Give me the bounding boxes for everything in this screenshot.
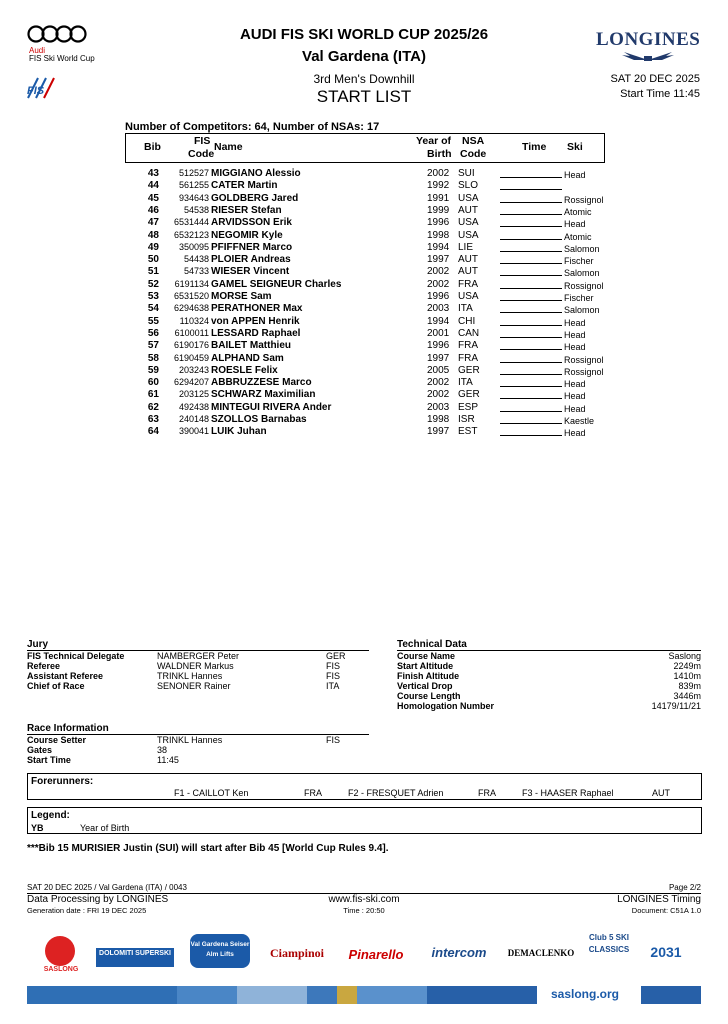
ski-brand: Atomic	[564, 231, 592, 242]
jury-name: TRINKL Hannes	[157, 671, 223, 681]
tech-label: Course Length	[397, 691, 461, 701]
athlete-name: CATER Martin	[211, 180, 278, 192]
col-fis-2: Code	[188, 148, 215, 160]
time-blank	[500, 168, 562, 178]
competitor-row	[125, 340, 603, 352]
jury-role: Assistant Referee	[27, 671, 104, 681]
sponsor-pinarello: Pinarello	[348, 947, 404, 962]
venue-title: Val Gardena (ITA)	[302, 48, 426, 65]
tech-label: Course Name	[397, 651, 456, 661]
nsa-code: SUI	[458, 168, 475, 179]
ski-brand: Rossignol	[564, 366, 604, 377]
bib-number: 60	[147, 377, 159, 389]
time-blank	[500, 180, 562, 190]
athlete-name: ROESLE Felix	[211, 364, 278, 376]
fis-code: 6531444	[173, 217, 209, 228]
col-ski: Ski	[567, 141, 583, 153]
fis-code: 6532123	[173, 229, 209, 240]
birth-year: 1994	[427, 315, 450, 327]
saslong-emblem-icon	[45, 936, 75, 966]
tech-label: Homologation Number	[397, 701, 494, 711]
tech-value: Saslong	[668, 651, 701, 661]
bib-number: 49	[147, 241, 159, 253]
birth-year: 2002	[427, 168, 450, 179]
athlete-name: LUIK Juhan	[211, 426, 267, 438]
time-blank	[500, 266, 562, 276]
birth-year: 1997	[427, 426, 450, 438]
bib-number: 52	[147, 278, 159, 290]
footer-generation: Generation date : FRI 19 DEC 2025	[27, 906, 147, 915]
jury-title: Jury	[27, 639, 49, 650]
time-blank	[500, 328, 562, 338]
event-start-time: Start Time 11:45	[620, 88, 700, 100]
athlete-name: PERATHONER Max	[211, 303, 303, 315]
bib-number: 61	[147, 389, 159, 401]
competitor-row	[125, 377, 603, 389]
athlete-name: GAMEL SEIGNEUR Charles	[211, 278, 342, 290]
footer-time: Time : 20:50	[343, 906, 385, 915]
time-blank	[500, 389, 562, 399]
time-blank	[500, 193, 562, 203]
sponsor-2031-championships: 2031	[650, 944, 682, 960]
ski-brand: Head	[564, 342, 586, 353]
race-info-value: 38	[157, 745, 168, 755]
competitor-row	[125, 180, 603, 192]
ski-brand: Head	[564, 403, 586, 414]
athlete-name: ALPHAND Sam	[211, 352, 284, 364]
birth-year: 2001	[427, 327, 450, 339]
time-blank	[500, 353, 562, 363]
col-name: Name	[214, 141, 243, 153]
birth-year: 2005	[427, 364, 450, 376]
jury-name: WALDNER Markus	[157, 661, 234, 671]
birth-year: 2003	[427, 303, 450, 315]
birth-year: 1997	[427, 254, 450, 266]
athlete-name: SCHWARZ Maximilian	[211, 389, 316, 401]
time-blank	[500, 242, 562, 252]
competitor-row	[125, 365, 603, 377]
bib-number: 54	[147, 303, 159, 315]
footer-website[interactable]: www.fis-ski.com	[328, 894, 400, 905]
nsa-code: GER	[458, 364, 480, 376]
competitor-row	[125, 230, 603, 242]
birth-year: 1999	[427, 204, 450, 216]
race-info-label: Course Setter	[27, 735, 87, 745]
ski-brand: Salomon	[564, 243, 600, 254]
time-blank	[500, 316, 562, 326]
birth-year: 2002	[427, 266, 450, 278]
ski-brand: Head	[564, 219, 586, 230]
footer-processing: Data Processing by LONGINES	[27, 894, 169, 905]
time-blank	[500, 414, 562, 424]
birth-year: 1996	[427, 340, 450, 352]
fis-code: 6191134	[174, 278, 209, 289]
nsa-code: SLO	[458, 180, 479, 192]
bib-number: 45	[147, 192, 159, 204]
bib-number: 55	[147, 315, 159, 327]
jury-nsa: ITA	[326, 681, 340, 691]
competitor-row	[125, 291, 603, 303]
event-date: SAT 20 DEC 2025	[610, 73, 700, 85]
competitor-row	[125, 303, 603, 315]
jury-nsa: FIS	[326, 671, 341, 681]
fis-code: 350095	[178, 241, 209, 252]
tech-label: Start Altitude	[397, 661, 454, 671]
birth-year: 1996	[427, 217, 450, 229]
race-info-label: Gates	[27, 745, 53, 755]
fis-code: 6190176	[173, 340, 209, 351]
birth-year: 1996	[427, 291, 450, 302]
col-nsa-2: Code	[460, 148, 487, 160]
nsa-code: EST	[458, 426, 478, 438]
athlete-name: RIESER Stefan	[211, 204, 282, 216]
event-series-title: AUDI FIS SKI WORLD CUP 2025/26	[239, 26, 489, 43]
ski-brand: Kaestle	[564, 416, 595, 426]
legend-desc: Year of Birth	[80, 823, 130, 833]
fis-code: 6294638	[173, 303, 209, 314]
race-info-value: 11:45	[157, 755, 179, 765]
bib-number: 44	[147, 180, 159, 192]
bib-number: 59	[147, 364, 159, 376]
forerunner-2-nsa: FRA	[478, 788, 496, 798]
competitor-row	[125, 254, 603, 266]
fis-code: 203125	[178, 389, 209, 400]
ski-brand: Atomic	[564, 206, 592, 217]
bib-number: 48	[147, 229, 159, 241]
birth-year: 1997	[427, 352, 450, 364]
ski-brand: Head	[564, 379, 586, 390]
longines-logo: LONGINES	[596, 29, 701, 50]
forerunner-2-name: F2 - FRESQUET Adrien	[348, 788, 444, 798]
nsa-code: CAN	[458, 327, 480, 339]
nsa-code: GER	[458, 389, 480, 401]
fis-code: 6100011	[174, 327, 209, 338]
fis-code: 6531520	[173, 291, 209, 301]
competitor-row	[125, 426, 603, 438]
fis-code: 6190459	[173, 352, 209, 363]
nsa-code: ITA	[458, 303, 473, 315]
bib-number: 53	[147, 291, 159, 302]
ski-brand: Head	[564, 391, 586, 402]
fis-code: 390041	[178, 426, 209, 437]
bib-number: 43	[147, 168, 159, 179]
nsa-code: USA	[458, 229, 479, 241]
time-blank	[500, 365, 562, 375]
document-type: START LIST	[316, 87, 412, 106]
bib-number: 50	[147, 254, 159, 266]
legend-box	[27, 807, 702, 834]
col-nsa-1: NSA	[462, 135, 485, 147]
technical-title: Technical Data	[397, 639, 467, 650]
footer-page: Page 2/2	[668, 883, 701, 892]
race-info-label: Start Time	[27, 755, 71, 765]
competitor-row	[125, 316, 603, 328]
time-blank	[500, 279, 562, 289]
col-year-2: Birth	[427, 148, 452, 160]
ski-brand: Head	[564, 170, 586, 180]
bib-number: 51	[147, 266, 159, 278]
athlete-name: PLOIER Andreas	[211, 254, 291, 266]
competitor-row	[125, 402, 603, 414]
saslong-website[interactable]: saslong.org	[551, 987, 620, 1001]
sponsor-saslong: SASLONG	[43, 966, 79, 973]
fis-code: 6294207	[173, 377, 209, 388]
ski-brand: Head	[564, 329, 586, 340]
ski-brand: Rossignol	[564, 354, 604, 365]
start-order-note: ***Bib 15 MURISIER Justin (SUI) will start after Bib 45 [World Cup Rules 9.4].	[27, 843, 389, 854]
birth-year: 1991	[427, 192, 450, 204]
competitor-row	[125, 242, 603, 254]
competitor-row	[125, 266, 603, 278]
athlete-name: SZOLLOS Barnabas	[211, 414, 307, 425]
bib-number: 46	[147, 204, 159, 216]
nsa-code: AUT	[458, 204, 478, 216]
jury-nsa: FIS	[326, 661, 341, 671]
fis-code: 110324	[179, 315, 209, 326]
race-info-nsa: FIS	[326, 735, 341, 745]
ski-brand: Salomon	[564, 268, 600, 279]
athlete-name: NEGOMIR Kyle	[211, 229, 283, 241]
legend-abbr: YB	[31, 823, 44, 833]
audi-sub-label: Audi	[29, 46, 46, 55]
birth-year: 2002	[427, 389, 450, 401]
forerunners-title: Forerunners:	[31, 776, 94, 787]
competitor-row	[125, 168, 603, 180]
athlete-name: PFIFFNER Marco	[211, 241, 293, 253]
forerunner-3-name: F3 - HAASER Raphael	[522, 788, 614, 798]
sponsor-dolomiti: DOLOMITI SUPERSKI	[96, 948, 174, 967]
fis-code: 54438	[183, 254, 209, 265]
forerunner-3-nsa: AUT	[652, 788, 670, 798]
nsa-code: ITA	[458, 377, 473, 389]
ski-brand: Rossignol	[564, 280, 604, 291]
time-blank	[500, 303, 562, 313]
athlete-name: BAILET Matthieu	[211, 340, 291, 352]
sponsor-val-gardena-lifts: Val Gardena Seiser Alm Lifts	[190, 934, 250, 968]
sponsor-ciampinoi: Ciampinoi	[269, 946, 324, 960]
birth-year: 1998	[427, 229, 450, 241]
time-blank	[500, 291, 562, 301]
fis-code: 512527	[178, 168, 209, 178]
time-blank	[500, 230, 562, 240]
time-blank	[500, 254, 562, 264]
time-blank	[500, 340, 562, 350]
fis-code: 203243	[178, 364, 209, 375]
forerunner-1-nsa: FRA	[304, 788, 322, 798]
nsa-code: FRA	[458, 278, 478, 290]
svg-text:FIS: FIS	[27, 85, 45, 97]
bib-number: 47	[147, 217, 159, 229]
jury-role: FIS Technical Delegate	[27, 651, 125, 661]
jury-name: NAMBERGER Peter	[157, 651, 240, 661]
nsa-code: ESP	[458, 401, 479, 413]
athlete-name: MINTEGUI RIVERA Ander	[211, 401, 332, 413]
legend-title: Legend:	[31, 810, 70, 821]
tech-value: 14179/11/21	[651, 701, 701, 711]
fis-code: 240148	[178, 414, 209, 424]
nsa-code: CHI	[458, 315, 476, 327]
time-blank	[500, 426, 562, 436]
athlete-name: ARVIDSSON Erik	[211, 217, 292, 229]
nsa-code: FRA	[458, 340, 478, 352]
start-list-header	[125, 133, 605, 163]
fis-code: 561255	[178, 180, 209, 191]
sponsor-demaclenko: DEMACLENKO	[507, 948, 575, 958]
birth-year: 1992	[427, 180, 450, 192]
birth-year: 2002	[427, 377, 450, 389]
tech-label: Finish Altitude	[397, 671, 460, 681]
competitor-row	[125, 328, 603, 340]
fis-logo	[24, 72, 58, 102]
jury-nsa: GER	[326, 651, 346, 661]
birth-year: 2002	[427, 278, 450, 290]
competitor-row	[125, 389, 603, 401]
col-time: Time	[522, 141, 547, 153]
athlete-name: LESSARD Raphael	[211, 327, 301, 339]
jury-role: Chief of Race	[27, 681, 85, 691]
bib-number: 62	[147, 401, 159, 413]
race-info-value: TRINKL Hannes	[157, 735, 223, 745]
birth-year: 1994	[427, 241, 450, 253]
fis-code: 934643	[178, 192, 209, 203]
tech-value: 3446m	[673, 691, 701, 701]
tech-value: 2249m	[673, 661, 701, 671]
athlete-name: GOLDBERG Jared	[211, 192, 299, 204]
athlete-name: von APPEN Henrik	[211, 315, 300, 327]
competitor-row	[125, 353, 603, 365]
birth-year: 2003	[427, 401, 450, 413]
jury-name: SENONER Rainer	[157, 681, 231, 691]
col-bib: Bib	[144, 141, 161, 153]
ski-brand: Head	[564, 428, 586, 439]
ski-brand: Fischer	[564, 256, 594, 267]
ski-brand: Rossignol	[564, 194, 604, 205]
ski-brand: Salomon	[564, 305, 600, 316]
nsa-code: FRA	[458, 352, 478, 364]
time-blank	[500, 402, 562, 412]
footer-document: Document: C51A 1.0	[631, 906, 701, 915]
athlete-name: WIESER Vincent	[211, 266, 290, 278]
competitor-row	[125, 205, 603, 217]
fis-code: 492438	[178, 401, 209, 412]
col-year-1: Year of	[416, 135, 452, 147]
fis-code: 54538	[183, 204, 209, 215]
fis-code: 54733	[183, 266, 209, 277]
nsa-code: ISR	[458, 414, 475, 425]
tech-value: 1410m	[673, 671, 701, 681]
time-blank	[500, 217, 562, 227]
bib-number: 57	[147, 340, 159, 352]
athlete-name: MORSE Sam	[211, 291, 272, 302]
bib-number: 56	[147, 327, 159, 339]
tech-value: 839m	[678, 681, 701, 691]
col-fis-1: FIS	[194, 135, 211, 147]
audi-world-cup-label: FIS Ski World Cup	[29, 54, 95, 63]
nsa-code: USA	[458, 192, 479, 204]
competitor-row	[125, 279, 603, 291]
event-name: 3rd Men's Downhill	[313, 72, 415, 86]
nsa-code: USA	[458, 217, 479, 229]
competitor-row	[125, 217, 603, 229]
race-info-title: Race Information	[27, 723, 109, 734]
bib-number: 64	[147, 426, 159, 438]
birth-year: 1998	[427, 414, 450, 425]
nsa-code: AUT	[458, 266, 478, 278]
athlete-name: ABBRUZZESE Marco	[211, 377, 312, 389]
competitor-summary: Number of Competitors: 64, Number of NSAs: 17	[125, 121, 380, 133]
athlete-name: MIGGIANO Alessio	[211, 168, 301, 179]
time-blank	[500, 205, 562, 215]
bib-number: 58	[147, 352, 159, 364]
bib-number: 63	[147, 414, 159, 425]
tech-label: Vertical Drop	[397, 681, 453, 691]
footer-timing: LONGINES Timing	[617, 894, 701, 905]
competitor-row	[125, 414, 603, 426]
footer-ref: SAT 20 DEC 2025 / Val Gardena (ITA) / 0043	[27, 883, 187, 892]
forerunner-1-name: F1 - CAILLOT Ken	[174, 788, 249, 798]
sponsor-intercom: intercom	[431, 945, 487, 960]
sponsor-club5: Club 5 SKI CLASSICS	[588, 933, 630, 954]
competitor-row	[125, 193, 603, 205]
forerunners-box	[27, 773, 702, 800]
ski-brand: Fischer	[564, 293, 594, 303]
time-blank	[500, 377, 562, 387]
nsa-code: USA	[458, 291, 479, 302]
longines-wings-icon	[620, 50, 676, 62]
nsa-code: LIE	[458, 241, 474, 253]
ski-brand: Head	[564, 317, 586, 328]
nsa-code: AUT	[458, 254, 478, 266]
jury-role: Referee	[27, 661, 61, 671]
